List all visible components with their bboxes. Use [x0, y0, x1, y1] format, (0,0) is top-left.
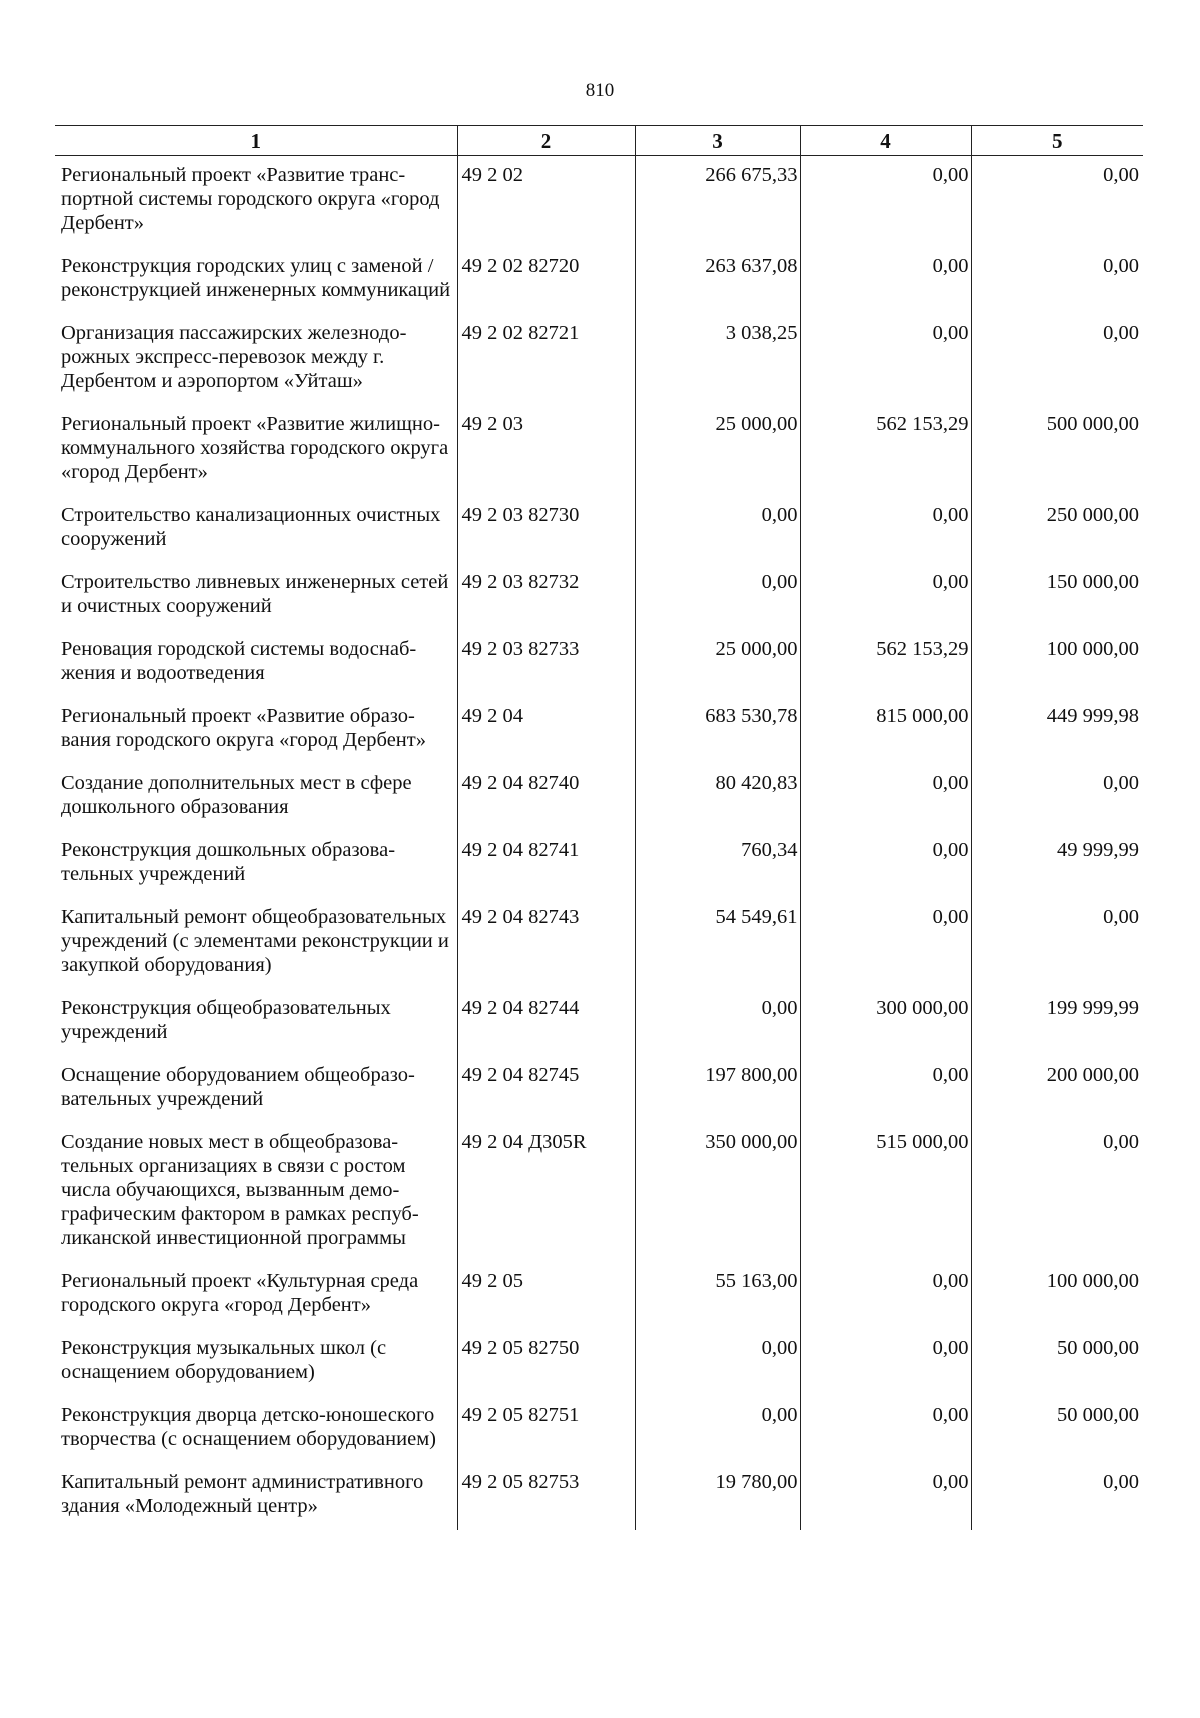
row-value-col4: 0,00 [800, 314, 971, 405]
row-value-col5: 100 000,00 [971, 1262, 1143, 1329]
table-row [55, 496, 1143, 563]
row-value-col4: 0,00 [800, 1056, 971, 1123]
table-row [55, 1056, 1143, 1123]
row-value-col5: 500 000,00 [971, 405, 1143, 496]
row-value-col5: 100 000,00 [971, 630, 1143, 697]
row-code: 49 2 03 [457, 405, 635, 496]
row-value-col3: 0,00 [635, 1396, 800, 1463]
row-value-col3: 197 800,00 [635, 1056, 800, 1123]
table-row [55, 247, 1143, 314]
row-name: Оснащение оборудованием общеобразовательных учреждений [61, 1064, 415, 1110]
row-value-col3: 350 000,00 [635, 1123, 800, 1262]
row-value-col3: 55 163,00 [635, 1262, 800, 1329]
row-value-col5: 50 000,00 [971, 1329, 1143, 1396]
row-value-col3: 25 000,00 [635, 630, 800, 697]
row-value-col3: 80 420,83 [635, 764, 800, 831]
row-name: Строительство ливневых инженерных сетей и очистных сооружений [61, 571, 449, 617]
row-code: 49 2 02 82720 [457, 247, 635, 314]
row-value-col4: 0,00 [800, 1396, 971, 1463]
table-row [55, 563, 1143, 630]
row-value-col3: 0,00 [635, 989, 800, 1056]
header-col-1: 1 [55, 126, 457, 156]
row-value-col5: 49 999,99 [971, 831, 1143, 898]
header-col-5: 5 [971, 126, 1143, 156]
table-row [55, 630, 1143, 697]
row-name: Реновация городской системы водоснабжения и водоотведения [61, 638, 417, 684]
row-value-col5: 50 000,00 [971, 1396, 1143, 1463]
row-name: Реконструкция дворца детско-юношеского творчества (с оснащением оборудованием) [61, 1404, 436, 1450]
row-name: Региональный проект «Культурная среда городского округа «город Дербент» [61, 1270, 419, 1316]
row-name: Создание новых мест в общеобразовательных организациях в связи с ростом числа обучающихся, вызванным демографическим фактором в рамках республиканской инвестиционной программы [61, 1131, 419, 1249]
row-code: 49 2 05 82753 [457, 1463, 635, 1530]
row-value-col3: 25 000,00 [635, 405, 800, 496]
row-code: 49 2 03 82730 [457, 496, 635, 563]
row-code: 49 2 04 82740 [457, 764, 635, 831]
row-value-col4: 0,00 [800, 1262, 971, 1329]
row-value-col3: 0,00 [635, 563, 800, 630]
table-row [55, 1123, 1143, 1262]
row-value-col4: 562 153,29 [800, 405, 971, 496]
row-code: 49 2 02 [457, 156, 635, 248]
row-value-col3: 19 780,00 [635, 1463, 800, 1530]
header-row [55, 126, 1143, 156]
row-value-col4: 0,00 [800, 1463, 971, 1530]
row-value-col4: 0,00 [800, 496, 971, 563]
row-name: Региональный проект «Развитие жилищно-коммунального хозяйства городского округа «город Дербент» [61, 413, 449, 483]
row-name: Реконструкция общеобразовательных учреждений [61, 997, 391, 1043]
row-name: Строительство канализационных очистных сооружений [61, 504, 441, 550]
row-code: 49 2 05 82750 [457, 1329, 635, 1396]
row-value-col5: 0,00 [971, 1463, 1143, 1530]
row-value-col5: 250 000,00 [971, 496, 1143, 563]
row-code: 49 2 05 [457, 1262, 635, 1329]
row-value-col4: 300 000,00 [800, 989, 971, 1056]
table-row [55, 1463, 1143, 1530]
table-row [55, 898, 1143, 989]
row-value-col5: 150 000,00 [971, 563, 1143, 630]
row-value-col3: 0,00 [635, 1329, 800, 1396]
row-value-col4: 0,00 [800, 764, 971, 831]
row-code: 49 2 02 82721 [457, 314, 635, 405]
table-row [55, 1262, 1143, 1329]
row-name: Региональный проект «Развитие транспортной системы городского округа «город Дербент» [61, 164, 440, 234]
row-name: Капитальный ремонт административного здания «Молодежный центр» [61, 1471, 424, 1517]
table-row [55, 405, 1143, 496]
row-code: 49 2 04 82741 [457, 831, 635, 898]
row-code: 49 2 03 82732 [457, 563, 635, 630]
row-value-col5: 0,00 [971, 764, 1143, 831]
row-name: Реконструкция городских улиц с заменой / реконструкцией инженерных коммуникаций [61, 255, 451, 301]
header-col-3: 3 [635, 126, 800, 156]
row-code: 49 2 03 82733 [457, 630, 635, 697]
table-row [55, 764, 1143, 831]
row-value-col3: 683 530,78 [635, 697, 800, 764]
budget-table [55, 125, 1143, 1530]
row-value-col3: 760,34 [635, 831, 800, 898]
row-name: Реконструкция дошкольных образовательных учреждений [61, 839, 396, 885]
row-value-col3: 54 549,61 [635, 898, 800, 989]
row-value-col4: 0,00 [800, 563, 971, 630]
row-value-col4: 0,00 [800, 898, 971, 989]
row-code: 49 2 04 Д305R [457, 1123, 635, 1262]
row-value-col5: 199 999,99 [971, 989, 1143, 1056]
row-name: Региональный проект «Развитие образования городского округа «город Дербент» [61, 705, 426, 751]
row-value-col5: 200 000,00 [971, 1056, 1143, 1123]
row-code: 49 2 05 82751 [457, 1396, 635, 1463]
table-row [55, 156, 1143, 248]
row-name: Создание дополнительных мест в сфере дошкольного образования [61, 772, 412, 818]
row-value-col4: 515 000,00 [800, 1123, 971, 1262]
row-value-col5: 0,00 [971, 156, 1143, 248]
row-value-col5: 0,00 [971, 247, 1143, 314]
row-name: Капитальный ремонт общеобразовательных учреждений (с элементами реконструкции и закупкой оборудования) [61, 906, 449, 976]
row-value-col4: 815 000,00 [800, 697, 971, 764]
row-value-col4: 0,00 [800, 247, 971, 314]
header-col-4: 4 [800, 126, 971, 156]
row-value-col3: 3 038,25 [635, 314, 800, 405]
row-value-col3: 0,00 [635, 496, 800, 563]
row-code: 49 2 04 82743 [457, 898, 635, 989]
row-value-col4: 562 153,29 [800, 630, 971, 697]
row-value-col5: 0,00 [971, 898, 1143, 989]
row-code: 49 2 04 [457, 697, 635, 764]
table-body [55, 156, 1143, 1531]
row-value-col4: 0,00 [800, 1329, 971, 1396]
row-code: 49 2 04 82744 [457, 989, 635, 1056]
table-row [55, 1329, 1143, 1396]
row-value-col3: 266 675,33 [635, 156, 800, 248]
row-name: Организация пассажирских железнодорожных экспресс-перевозок между г. Дербентом и аэропортом «Уйташ» [61, 322, 407, 392]
header-col-2: 2 [457, 126, 635, 156]
table-row [55, 831, 1143, 898]
table-row [55, 697, 1143, 764]
row-value-col5: 0,00 [971, 1123, 1143, 1262]
row-name: Реконструкция музыкальных школ (с оснащением оборудованием) [61, 1337, 387, 1383]
table-header [55, 126, 1143, 156]
row-value-col3: 263 637,08 [635, 247, 800, 314]
page-number: 810 [585, 80, 615, 101]
row-code: 49 2 04 82745 [457, 1056, 635, 1123]
row-value-col4: 0,00 [800, 831, 971, 898]
table-row [55, 1396, 1143, 1463]
row-value-col4: 0,00 [800, 156, 971, 248]
table-row [55, 314, 1143, 405]
row-value-col5: 0,00 [971, 314, 1143, 405]
table-row [55, 989, 1143, 1056]
row-value-col5: 449 999,98 [971, 697, 1143, 764]
